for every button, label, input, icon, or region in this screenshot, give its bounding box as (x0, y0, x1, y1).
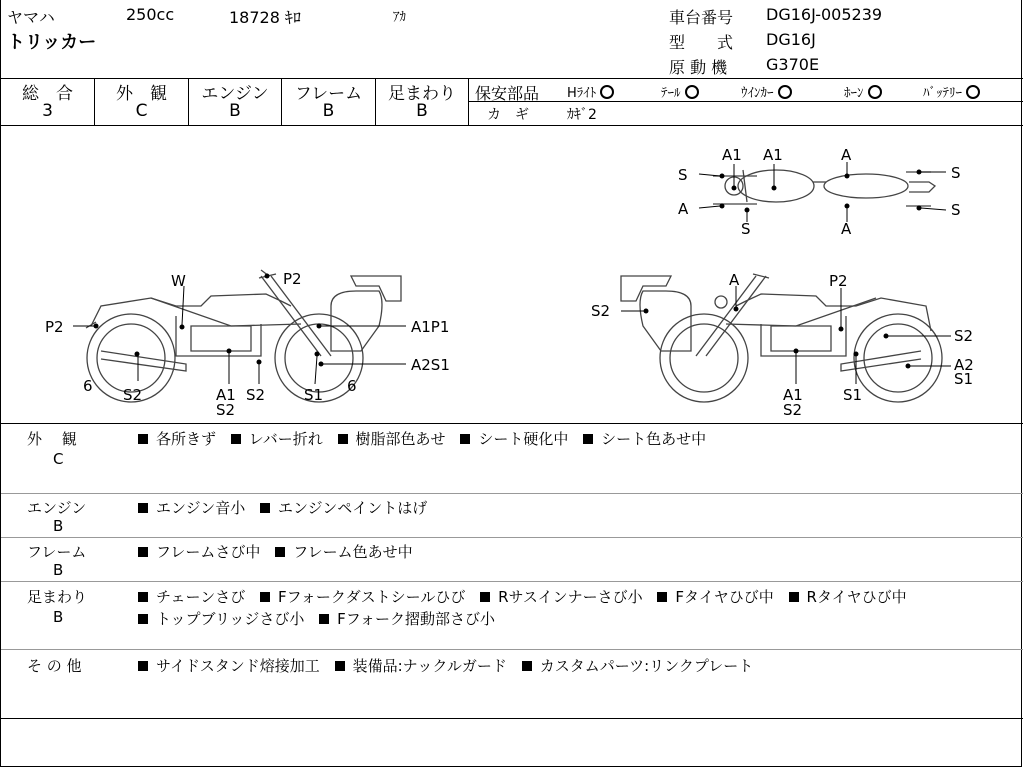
diagram-label: P2 (829, 272, 848, 290)
engine-label: 原 動 機 (669, 58, 728, 77)
diagram-label: S (741, 220, 751, 238)
engine-value: G370E (766, 55, 820, 74)
mileage: 18728 ｷﾛ (229, 8, 301, 27)
exterior-score: C (135, 101, 148, 121)
safety-battery: ﾊﾞｯﾃﾘｰ (923, 82, 980, 101)
section-title: 足まわり (27, 588, 88, 606)
diagram-label: A2S1 (411, 356, 450, 374)
safety-winker: ｳｲﾝｶｰ (741, 82, 792, 101)
section-grade: B (53, 517, 64, 535)
diagram-label: S1 (843, 386, 863, 404)
ok-circle-icon (868, 85, 882, 99)
safety-label: 保安部品 (475, 84, 540, 103)
section-items: 各所きず レバー折れ 樹脂部色あせ シート硬化中 シート色あせ中 (138, 428, 716, 449)
type-value: DG16J (766, 30, 816, 49)
frame-no: DG16J-005239 (766, 5, 883, 24)
divider (1, 718, 1023, 719)
suspension-score-label: 足まわり (388, 84, 456, 104)
section-items: サイドスタンド熔接加工 装備品:ナックルガード カスタムパーツ:リンクプレート (138, 655, 763, 676)
engine-score-label: エンジン (201, 84, 269, 104)
diagram-label: S (951, 201, 961, 219)
type-label: 型 式 (669, 33, 734, 52)
maker: ヤマハ (7, 8, 55, 27)
divider (469, 101, 1023, 102)
bike-right-side (621, 274, 942, 402)
frame-no-label: 車台番号 (669, 8, 734, 27)
divider (1, 493, 1023, 494)
bullet-square-icon (480, 592, 490, 602)
section-grade: C (53, 450, 64, 468)
bullet-square-icon (138, 661, 148, 671)
bullet-square-icon (522, 661, 532, 671)
diagram-label: S (951, 164, 961, 182)
bullet-square-icon (657, 592, 667, 602)
divider (468, 78, 469, 125)
key-value: ｶｷﾞ2 (567, 107, 597, 123)
damage-diagram (1, 126, 1023, 423)
divider (1, 537, 1023, 538)
diagram-label: S2 (123, 386, 143, 404)
frame-score-label: フレーム (294, 84, 363, 104)
section-title: エンジン (27, 499, 87, 517)
model-name: トリッカー (7, 32, 97, 53)
diagram-label: P2 (283, 270, 302, 288)
engine-score: B (229, 101, 241, 121)
divider (1, 581, 1023, 582)
safety-horn: ﾎｰﾝ (844, 82, 882, 101)
bullet-square-icon (138, 503, 148, 513)
section-grade: B (53, 608, 64, 626)
bullet-square-icon (335, 661, 345, 671)
bullet-square-icon (338, 434, 348, 444)
section-title: 外 観 (27, 430, 77, 448)
ok-circle-icon (778, 85, 792, 99)
bullet-square-icon (789, 592, 799, 602)
exterior-label: 外 観 (116, 84, 167, 104)
diagram-label: A1P1 (411, 318, 450, 336)
bullet-square-icon (138, 614, 148, 624)
total-label: 総 合 (22, 84, 73, 104)
divider (1, 649, 1023, 650)
section-items: フレームさび中 フレーム色あせ中 (138, 541, 423, 562)
total-score: 3 (42, 101, 53, 121)
ok-circle-icon (685, 85, 699, 99)
safety-tail: ﾃｰﾙ (661, 82, 699, 101)
bullet-square-icon (319, 614, 329, 624)
diagram-label: 6 (83, 377, 93, 395)
displacement: 250cc (126, 5, 175, 24)
diagram-label: P2 (45, 318, 64, 336)
diagram-label: S2 (216, 401, 236, 419)
divider (1, 423, 1023, 424)
section-items: チェーンさび Fフォークダストシールひび Rサスインナーさび小 Fタイヤひび中 Rタイヤひび中 (138, 586, 917, 607)
bullet-square-icon (138, 547, 148, 557)
diagram-label: A (841, 220, 852, 238)
diagram-label: A (841, 146, 852, 164)
diagram-label: A1 (763, 146, 783, 164)
bullet-square-icon (138, 592, 148, 602)
bullet-square-icon (460, 434, 470, 444)
diagram-label: S2 (591, 302, 611, 320)
bullet-square-icon (138, 434, 148, 444)
diagram-label: 6 (347, 377, 357, 395)
diagram-label: S1 (304, 386, 324, 404)
diagram-label: A2 (954, 356, 974, 374)
diagram-label: W (171, 272, 186, 290)
key-label: カ ギ (487, 107, 529, 123)
diagram-label: A1 (783, 386, 803, 404)
diagram-label: S (678, 166, 688, 184)
diagram-label: A1 (722, 146, 742, 164)
diagram-label: A (678, 200, 689, 218)
frame-score: B (322, 101, 335, 121)
diagram-label: A (729, 271, 740, 289)
bullet-square-icon (260, 592, 270, 602)
bullet-square-icon (583, 434, 593, 444)
section-items: トップブリッジさび小 Fフォーク摺動部さび小 (138, 608, 505, 629)
bullet-square-icon (231, 434, 241, 444)
section-items: エンジン音小 エンジンペイントはげ (138, 497, 437, 518)
body-color: ｱｶ (393, 10, 406, 25)
section-title: そ の 他 (27, 657, 82, 675)
diagram-label: S2 (246, 386, 266, 404)
bike-top-view (713, 170, 935, 206)
diagram-label: A1 (216, 386, 236, 404)
bullet-square-icon (260, 503, 270, 513)
section-grade: B (53, 561, 64, 579)
suspension-score: B (416, 101, 428, 121)
ok-circle-icon (966, 85, 980, 99)
ok-circle-icon (600, 85, 614, 99)
diagram-label: S2 (954, 327, 974, 345)
diagram-label: S2 (783, 401, 803, 419)
safety-headlight: Hﾗｲﾄ (567, 82, 614, 101)
section-title: フレーム (27, 543, 87, 561)
bullet-square-icon (275, 547, 285, 557)
diagram-label: S1 (954, 370, 974, 388)
